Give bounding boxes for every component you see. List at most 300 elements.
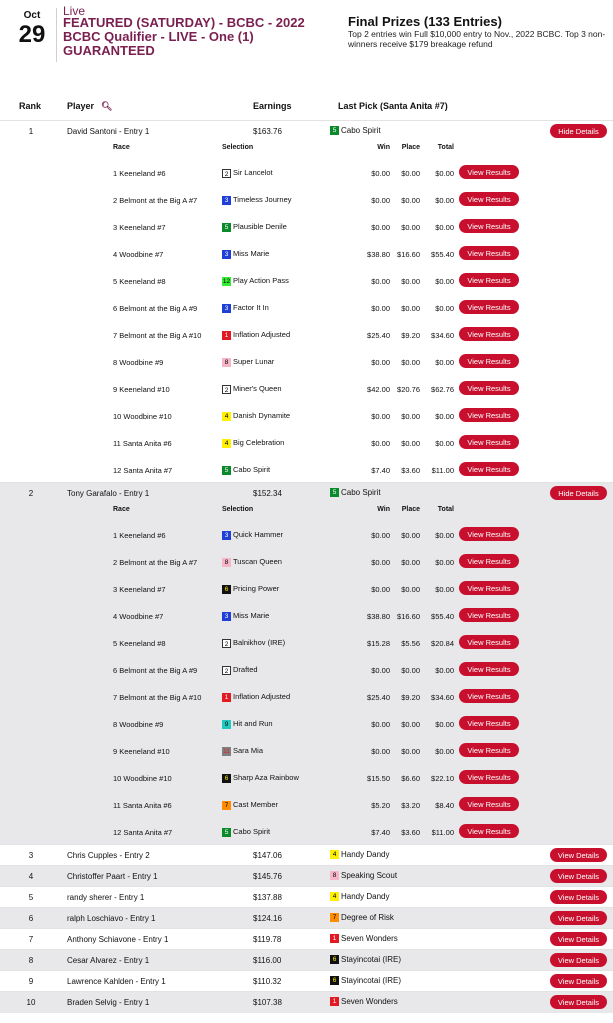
total-header: Total [437, 506, 454, 513]
race-result-row [0, 791, 613, 818]
win-amount: $0.00 [371, 358, 390, 367]
race-result-row [0, 737, 613, 764]
place-amount: $0.00 [401, 666, 420, 675]
view-results-button[interactable]: View Results [459, 527, 519, 541]
race-name: 10 Woodbine #10 [113, 412, 172, 421]
total-amount: $0.00 [435, 747, 454, 756]
race-selection [222, 384, 282, 394]
total-amount: $8.40 [435, 801, 454, 810]
entry-rank: 6 [28, 914, 34, 923]
place-amount: $0.00 [401, 720, 420, 729]
race-result-row [0, 548, 613, 575]
selection-header: Selection [222, 144, 254, 151]
saddle-cloth-badge: 3 [222, 531, 231, 540]
entry-player-name: randy sherer - Entry 1 [67, 893, 145, 902]
entry-earnings: $107.38 [253, 998, 282, 1007]
view-results-button[interactable]: View Results [459, 327, 519, 341]
leaderboard-entry [0, 907, 613, 929]
place-amount: $3.20 [401, 801, 420, 810]
prizes-block [348, 14, 613, 49]
race-selection [222, 557, 282, 567]
saddle-cloth-badge: 9 [222, 720, 231, 729]
entry-rank: 5 [28, 893, 34, 902]
total-amount: $0.00 [435, 358, 454, 367]
selection-name: Plausible Denile [233, 222, 287, 231]
total-amount: $11.00 [431, 828, 454, 837]
view-results-button[interactable]: View Results [459, 662, 519, 676]
race-result-row [0, 629, 613, 656]
view-results-button[interactable]: View Results [459, 716, 519, 730]
view-results-button[interactable]: View Results [459, 354, 519, 368]
race-header: Race [113, 144, 130, 151]
total-amount: $0.00 [435, 531, 454, 540]
race-result-row [0, 348, 613, 375]
total-amount: $34.60 [431, 693, 454, 702]
view-results-button[interactable]: View Results [459, 219, 519, 233]
selection-name: Sir Lancelot [233, 168, 273, 177]
race-result-row [0, 656, 613, 683]
race-result-row [0, 710, 613, 737]
selection-name: Miss Marie [233, 611, 270, 620]
race-name: 1 Keeneland #6 [113, 531, 166, 540]
entry-rank: 4 [28, 872, 34, 881]
entry-rank: 1 [28, 127, 34, 136]
place-amount: $0.00 [401, 196, 420, 205]
total-amount: $55.40 [431, 250, 454, 259]
race-result-row [0, 375, 613, 402]
win-amount: $42.00 [367, 385, 390, 394]
view-results-button[interactable]: View Results [459, 246, 519, 260]
rank-header: Rank [19, 101, 42, 111]
race-header: Race [113, 506, 130, 513]
saddle-cloth-badge: 7 [330, 913, 339, 922]
place-amount: $9.20 [401, 331, 420, 340]
place-amount: $0.00 [401, 304, 420, 313]
saddle-cloth-badge: 5 [330, 488, 339, 497]
total-amount: $0.00 [435, 666, 454, 675]
leaderboard-entry [0, 844, 613, 866]
race-selection [222, 827, 270, 837]
race-result-row [0, 294, 613, 321]
win-amount: $0.00 [371, 169, 390, 178]
entry-earnings: $163.76 [253, 127, 282, 136]
saddle-cloth-badge: 8 [222, 558, 231, 567]
race-selection [222, 195, 292, 205]
entry-last-pick [330, 997, 398, 1006]
win-amount: $0.00 [371, 585, 390, 594]
event-date [14, 10, 50, 48]
win-amount: $25.40 [367, 693, 390, 702]
entry-player-name: Christoffer Paart - Entry 1 [67, 872, 158, 881]
entry-earnings: $110.32 [253, 977, 282, 986]
last-pick-header: Last Pick (Santa Anita #7) [338, 101, 448, 111]
selection-name: Super Lunar [233, 357, 275, 366]
saddle-cloth-badge: 6 [330, 955, 339, 964]
saddle-cloth-badge: 5 [330, 126, 339, 135]
leaderboard-entry [0, 928, 613, 950]
place-amount: $9.20 [401, 693, 420, 702]
entry-last-pick [330, 892, 389, 901]
race-result-row [0, 602, 613, 629]
entry-earnings: $124.16 [253, 914, 282, 923]
saddle-cloth-badge: 3 [222, 304, 231, 313]
total-amount: $22.10 [431, 774, 454, 783]
saddle-cloth-badge: 11 [223, 747, 230, 755]
entry-rank: 3 [28, 851, 34, 860]
view-results-button[interactable]: View Results [459, 770, 519, 784]
race-selection [222, 530, 283, 540]
selection-name: Quick Hammer [233, 530, 284, 539]
last-pick-name: Handy Dandy [341, 850, 390, 859]
race-name: 8 Woodbine #9 [113, 720, 164, 729]
last-pick-name: Handy Dandy [341, 892, 390, 901]
race-name: 3 Keeneland #7 [113, 223, 166, 232]
total-amount: $11.00 [431, 466, 454, 475]
race-selection [222, 303, 269, 313]
leaderboard-entry [0, 120, 613, 483]
view-details-button[interactable]: View Details [550, 890, 607, 904]
race-result-row [0, 402, 613, 429]
saddle-cloth-badge: 4 [222, 439, 231, 448]
place-amount: $16.60 [397, 250, 420, 259]
view-details-button[interactable]: View Details [550, 995, 607, 1009]
race-name: 11 Santa Anita #6 [113, 439, 172, 448]
race-result-row [0, 321, 613, 348]
entry-earnings: $119.78 [253, 935, 282, 944]
selection-name: Tuscan Queen [233, 557, 282, 566]
race-name: 2 Belmont at the Big A #7 [113, 196, 198, 205]
view-details-button[interactable]: View Details [550, 932, 607, 946]
win-amount: $0.00 [371, 196, 390, 205]
win-amount: $0.00 [371, 223, 390, 232]
place-amount: $0.00 [401, 747, 420, 756]
selection-name: Pricing Power [233, 584, 280, 593]
entry-last-pick [330, 913, 394, 922]
race-selection [222, 665, 258, 675]
win-amount: $38.80 [367, 612, 390, 621]
saddle-cloth-badge: 7 [222, 801, 231, 810]
total-amount: $0.00 [435, 304, 454, 313]
selection-name: Inflation Adjusted [233, 692, 291, 701]
win-amount: $0.00 [371, 439, 390, 448]
win-amount: $0.00 [371, 304, 390, 313]
event-day: 29 [18, 21, 46, 48]
selection-name: Cast Member [233, 800, 279, 809]
entry-earnings: $152.34 [253, 489, 282, 498]
selection-name: Balnikhov (IRE) [233, 638, 286, 647]
entry-player-name: Anthony Schiavone - Entry 1 [67, 935, 169, 944]
entry-player-name: Cesar Alvarez - Entry 1 [67, 956, 150, 965]
selection-name: Sara Mia [233, 746, 264, 755]
race-name: 7 Belmont at the Big A #10 [113, 331, 202, 340]
selection-name: Hit and Run [233, 719, 273, 728]
race-name: 4 Woodbine #7 [113, 612, 164, 621]
selection-name: Miner's Queen [233, 384, 282, 393]
saddle-cloth-badge: 3 [222, 196, 231, 205]
view-results-button[interactable]: View Results [459, 581, 519, 595]
entry-player-name: Lawrence Kahlden - Entry 1 [67, 977, 166, 986]
total-amount: $0.00 [435, 558, 454, 567]
race-name: 5 Keeneland #8 [113, 277, 166, 286]
entry-earnings: $147.06 [253, 851, 282, 860]
race-name: 8 Woodbine #9 [113, 358, 164, 367]
race-name: 12 Santa Anita #7 [113, 466, 173, 475]
race-name: 4 Woodbine #7 [113, 250, 164, 259]
win-amount: $25.40 [367, 331, 390, 340]
saddle-cloth-badge: 1 [330, 934, 339, 943]
saddle-cloth-badge: 2 [222, 639, 231, 648]
place-amount: $0.00 [401, 412, 420, 421]
entry-player-name: Chris Cupples - Entry 2 [67, 851, 150, 860]
race-selection [222, 611, 269, 621]
view-details-button[interactable]: View Details [550, 911, 607, 925]
race-name: 11 Santa Anita #6 [113, 801, 172, 810]
selection-name: Drafted [233, 665, 258, 674]
race-result-row [0, 456, 613, 483]
race-selection [222, 411, 290, 421]
total-amount: $0.00 [435, 169, 454, 178]
selection-name: Cabo Spirit [233, 465, 271, 474]
leaderboard-entry [0, 482, 613, 845]
race-name: 6 Belmont at the Big A #9 [113, 304, 198, 313]
entry-earnings: $116.00 [253, 956, 282, 965]
view-results-button[interactable]: View Results [459, 165, 519, 179]
saddle-cloth-badge: 6 [222, 774, 231, 783]
place-amount: $5.56 [401, 639, 420, 648]
race-result-row [0, 213, 613, 240]
win-amount: $15.28 [367, 639, 390, 648]
selection-name: Factor It In [233, 303, 269, 312]
saddle-cloth-badge: 4 [222, 412, 231, 421]
saddle-cloth-badge: 1 [222, 693, 231, 702]
entry-player-name: David Santoni - Entry 1 [67, 127, 150, 136]
win-amount: $0.00 [371, 666, 390, 675]
race-selection [222, 692, 290, 702]
place-amount: $6.60 [401, 774, 420, 783]
race-result-row [0, 575, 613, 602]
view-results-button[interactable]: View Results [459, 408, 519, 422]
view-results-button[interactable]: View Results [459, 462, 519, 476]
race-selection [222, 249, 269, 259]
search-icon[interactable]: 🔍︎ [101, 101, 113, 111]
leaderboard-entry [0, 886, 613, 908]
place-amount: $16.60 [397, 612, 420, 621]
saddle-cloth-badge: 4 [330, 850, 339, 859]
view-results-button[interactable]: View Results [459, 824, 519, 838]
last-pick-name: Stayincotai (IRE) [341, 955, 402, 964]
race-selection [222, 276, 289, 286]
view-results-button[interactable]: View Results [459, 192, 519, 206]
entry-last-pick [330, 934, 398, 943]
selection-name: Big Celebration [233, 438, 285, 447]
selection-name: Play Action Pass [233, 276, 289, 285]
race-result-row [0, 267, 613, 294]
race-name: 12 Santa Anita #7 [113, 828, 173, 837]
race-result-row [0, 764, 613, 791]
race-selection [222, 330, 290, 340]
win-header: Win [377, 144, 390, 151]
win-amount: $5.20 [371, 801, 390, 810]
leaderboard-entry [0, 949, 613, 971]
race-selection [222, 746, 263, 756]
entry-player-name: Tony Garafalo - Entry 1 [67, 489, 150, 498]
win-amount: $0.00 [371, 277, 390, 286]
race-name: 9 Keeneland #10 [113, 385, 170, 394]
race-selection [222, 719, 273, 729]
saddle-cloth-badge: 6 [222, 585, 231, 594]
last-pick-name: Seven Wonders [341, 934, 398, 943]
saddle-cloth-badge: 5 [222, 828, 231, 837]
event-status: Live [63, 4, 86, 18]
view-results-button[interactable]: View Results [459, 435, 519, 449]
place-amount: $0.00 [401, 585, 420, 594]
race-name: 2 Belmont at the Big A #7 [113, 558, 198, 567]
view-details-button[interactable]: View Details [550, 869, 607, 883]
total-amount: $34.60 [431, 331, 454, 340]
view-results-button[interactable]: View Results [459, 743, 519, 757]
saddle-cloth-badge: 1 [222, 331, 231, 340]
saddle-cloth-badge: 5 [222, 223, 231, 232]
entry-rank: 9 [28, 977, 34, 986]
win-amount: $0.00 [371, 412, 390, 421]
race-name: 1 Keeneland #6 [113, 169, 166, 178]
race-selection [222, 357, 274, 367]
entry-rank: 2 [28, 489, 34, 498]
place-amount: $3.60 [401, 828, 420, 837]
total-amount: $0.00 [435, 196, 454, 205]
prizes-description: Top 2 entries win Full $10,000 entry to Nov., 2022 BCBC. Top 3 non-winners receive $179 breakage refund [348, 29, 606, 49]
entry-last-pick [330, 850, 389, 859]
race-result-row [0, 429, 613, 456]
earnings-header: Earnings [253, 101, 292, 111]
place-amount: $20.76 [397, 385, 420, 394]
total-amount: $62.76 [431, 385, 454, 394]
view-results-button[interactable]: View Results [459, 689, 519, 703]
view-details-button[interactable]: View Details [550, 953, 607, 967]
race-selection [222, 168, 273, 178]
win-amount: $0.00 [371, 531, 390, 540]
saddle-cloth-badge: 8 [330, 871, 339, 880]
entry-rank: 10 [26, 998, 36, 1007]
place-header: Place [401, 144, 420, 151]
race-selection [222, 465, 270, 475]
selection-name: Miss Marie [233, 249, 270, 258]
place-amount: $0.00 [401, 531, 420, 540]
selection-header: Selection [222, 506, 254, 513]
place-amount: $0.00 [401, 439, 420, 448]
saddle-cloth-badge: 3 [222, 250, 231, 259]
view-results-button[interactable]: View Results [459, 300, 519, 314]
total-amount: $0.00 [435, 585, 454, 594]
win-amount: $7.40 [371, 466, 390, 475]
saddle-cloth-badge: 8 [222, 358, 231, 367]
race-result-row [0, 240, 613, 267]
selection-name: Inflation Adjusted [233, 330, 291, 339]
place-amount: $0.00 [401, 277, 420, 286]
view-results-button[interactable]: View Results [459, 635, 519, 649]
last-pick-name: Stayincotai (IRE) [341, 976, 402, 985]
total-header: Total [437, 144, 454, 151]
total-amount: $55.40 [431, 612, 454, 621]
place-amount: $3.60 [401, 466, 420, 475]
player-header: Player [67, 101, 95, 111]
last-pick-name: Speaking Scout [341, 871, 398, 880]
selection-name: Cabo Spirit [233, 827, 271, 836]
race-name: 3 Keeneland #7 [113, 585, 166, 594]
last-pick-name: Cabo Spirit [341, 488, 381, 497]
race-result-row [0, 683, 613, 710]
race-selection [222, 800, 278, 810]
leaderboard-entry [0, 970, 613, 992]
total-amount: $0.00 [435, 412, 454, 421]
event-header [0, 0, 613, 70]
view-details-button[interactable]: View Details [550, 974, 607, 988]
place-amount: $0.00 [401, 358, 420, 367]
saddle-cloth-badge: 12 [222, 277, 231, 285]
total-amount: $20.84 [431, 639, 454, 648]
entry-rank: 7 [28, 935, 34, 944]
race-name: 9 Keeneland #10 [113, 747, 170, 756]
saddle-cloth-badge: 4 [330, 892, 339, 901]
saddle-cloth-badge: 2 [222, 385, 231, 394]
win-amount: $38.80 [367, 250, 390, 259]
win-amount: $15.50 [367, 774, 390, 783]
saddle-cloth-badge: 5 [222, 466, 231, 475]
leaderboard-entry [0, 991, 613, 1013]
entry-last-pick [330, 976, 401, 985]
view-results-button[interactable]: View Results [459, 554, 519, 568]
saddle-cloth-badge: 3 [222, 612, 231, 621]
place-amount: $0.00 [401, 223, 420, 232]
race-selection [222, 638, 285, 648]
saddle-cloth-badge: 2 [222, 169, 231, 178]
entry-player-name: Braden Selvig - Entry 1 [67, 998, 150, 1007]
win-amount: $0.00 [371, 747, 390, 756]
entry-earnings: $145.76 [253, 872, 282, 881]
total-amount: $0.00 [435, 720, 454, 729]
win-amount: $0.00 [371, 558, 390, 567]
view-results-button[interactable]: View Results [459, 608, 519, 622]
race-name: 10 Woodbine #10 [113, 774, 172, 783]
selection-name: Sharp Aza Rainbow [233, 773, 299, 782]
hide-details-button[interactable]: Hide Details [550, 124, 607, 138]
total-amount: $0.00 [435, 277, 454, 286]
saddle-cloth-badge: 1 [330, 997, 339, 1006]
view-details-button[interactable]: View Details [550, 848, 607, 862]
race-name: 7 Belmont at the Big A #10 [113, 693, 202, 702]
race-result-row [0, 521, 613, 548]
win-amount: $0.00 [371, 720, 390, 729]
win-amount: $7.40 [371, 828, 390, 837]
view-results-button[interactable]: View Results [459, 797, 519, 811]
hide-details-button[interactable]: Hide Details [550, 486, 607, 500]
view-results-button[interactable]: View Results [459, 381, 519, 395]
event-title: FEATURED (SATURDAY) - BCBC - 2022 BCBC Qualifier - LIVE - One (1) GUARANTEED [63, 15, 305, 58]
leaderboard-header [0, 97, 613, 115]
view-results-button[interactable]: View Results [459, 273, 519, 287]
entry-last-pick [330, 126, 381, 135]
prizes-title: Final Prizes (133 Entries) [348, 14, 502, 29]
entry-player-name: ralph Loschiavo - Entry 1 [67, 914, 156, 923]
race-selection [222, 438, 284, 448]
place-amount: $0.00 [401, 169, 420, 178]
selection-name: Danish Dynamite [233, 411, 291, 420]
place-amount: $0.00 [401, 558, 420, 567]
win-header: Win [377, 506, 390, 513]
entry-earnings: $137.88 [253, 893, 282, 902]
total-amount: $0.00 [435, 439, 454, 448]
total-amount: $0.00 [435, 223, 454, 232]
